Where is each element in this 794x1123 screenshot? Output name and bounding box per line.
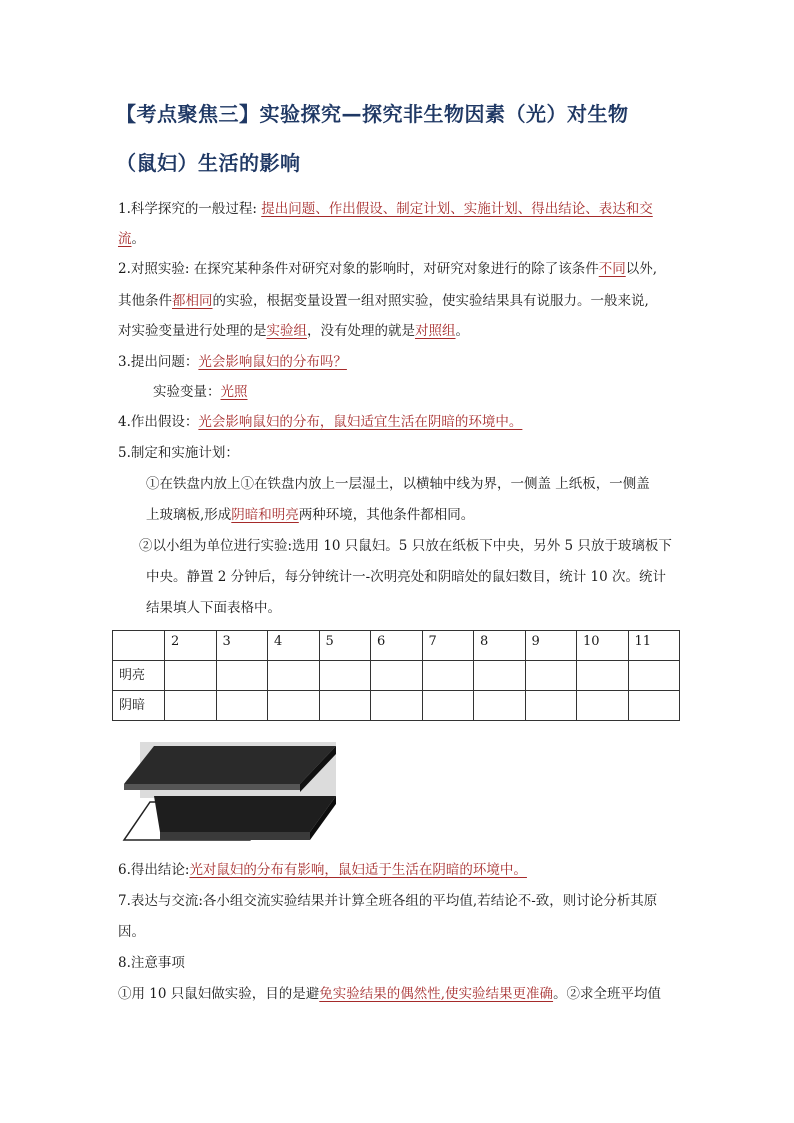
table-cell — [422, 661, 474, 691]
answer-inquiry-process-end: 流 — [118, 231, 132, 247]
table-cell — [371, 661, 423, 691]
paragraph-5-step-1-line-2: 上玻璃板,形成阴暗和明亮两种环境，其他条件都相同。 — [146, 507, 475, 523]
table-cell — [268, 691, 320, 721]
paragraph-1-line-2: 流。 — [118, 231, 145, 247]
paragraph-4-hypothesis: 4.作出假设：光会影响鼠妇的分布，鼠妇适宜生活在阴暗的环境中。 — [118, 414, 523, 430]
answer-control-group: 对照组 — [415, 323, 456, 339]
table-header-cell: 5 — [319, 631, 371, 661]
paragraph-5-step-2-line-1: ②以小组为单位进行实验:选用 10 只鼠妇。5 只放在纸板下中央，另外 5 只放于玻璃板下 — [139, 538, 672, 554]
iron-tray — [154, 796, 336, 832]
experiment-tray-figure — [120, 740, 336, 844]
table-cell — [577, 691, 629, 721]
answer-variable: 光照 — [220, 384, 248, 400]
table-cell — [525, 691, 577, 721]
table-header-cell: 7 — [422, 631, 474, 661]
table-cell — [216, 691, 268, 721]
answer-inquiry-process: 提出问题、作出假设、制定计划、实施计划、得出结论、表达和交 — [261, 201, 653, 217]
table-header-cell: 8 — [474, 631, 526, 661]
row-label-dark: 阴暗 — [113, 691, 165, 721]
table-cell — [474, 661, 526, 691]
paragraph-2-line-3: 对实验变量进行处理的是实验组，没有处理的就是对照组。 — [118, 323, 469, 339]
table-cell — [319, 661, 371, 691]
paragraph-3-variable: 实验变量：光照 — [153, 384, 248, 400]
answer-avoid-chance: 免实验结果的偶然性,使实验结果更准确 — [319, 986, 554, 1002]
table-cell — [165, 661, 217, 691]
answer-experimental-group: 实验组 — [266, 323, 307, 339]
paragraph-2-line-1: 2.对照实验: 在探究某种条件对研究对象的影响时，对研究对象进行的除了该条件不同以外, — [118, 261, 658, 277]
section-title-line-1: 【考点聚焦三】实验探究—探究非生物因素（光）对生物 — [116, 102, 629, 126]
table-cell — [628, 691, 680, 721]
paragraph-7-line-1: 7.表达与交流:各小组交流实验结果并计算全班各组的平均值,若结论不-致，则讨论分析其原 — [118, 893, 658, 909]
table-cell — [165, 691, 217, 721]
table-cell — [474, 691, 526, 721]
paragraph-7-line-2: 因。 — [118, 924, 145, 940]
table-header-cell: 4 — [268, 631, 320, 661]
table-header-cell: 10 — [577, 631, 629, 661]
paragraph-5-step-2-line-2: 中央。静置 2 分钟后，每分钟统计一-次明亮处和阴暗处的鼠妇数目，统计 10 次。统计 — [146, 569, 666, 585]
paragraph-5-step-2-line-3: 结果填人下面表格中。 — [146, 600, 281, 616]
table-header-row — [113, 631, 680, 661]
paragraph-5-heading: 5.制定和实施计划： — [118, 445, 239, 461]
table-cell — [268, 661, 320, 691]
paragraph-1-line-1: 1.科学探究的一般过程: 提出问题、作出假设、制定计划、实施计划、得出结论、表达和交 — [118, 201, 653, 217]
paragraph-3-question: 3.提出问题：光会影响鼠妇的分布吗？ — [118, 354, 347, 370]
results-table — [112, 630, 680, 721]
paragraph-2-line-2: 其他条件都相同的实验，根据变量设置一组对照实验，使实验结果具有说服力。一般来说, — [118, 293, 649, 309]
table-header-cell: 2 — [165, 631, 217, 661]
cardboard-edge — [124, 784, 300, 790]
paragraph-5-step-1-line-1: ①在铁盘内放上①在铁盘内放上一层湿土，以横轴中线为界，一侧盖 上纸板，一侧盖 — [146, 476, 650, 492]
table-cell — [628, 661, 680, 691]
table-cell — [371, 691, 423, 721]
answer-question: 光会影响鼠妇的分布吗？ — [198, 354, 347, 370]
table-row-bright — [113, 661, 680, 691]
table-cell — [422, 691, 474, 721]
cardboard-cover — [124, 746, 336, 784]
answer-conclusion: 光对鼠妇的分布有影响，鼠妇适于生活在阴暗的环境中。 — [189, 862, 527, 878]
iron-tray-edge — [160, 832, 310, 840]
paragraph-8-heading: 8.注意事项 — [118, 955, 185, 971]
answer-hypothesis: 光会影响鼠妇的分布，鼠妇适宜生活在阴暗的环境中。 — [198, 414, 523, 430]
answer-same: 都相同 — [172, 293, 213, 309]
table-row-dark — [113, 691, 680, 721]
table-header-cell: 6 — [371, 631, 423, 661]
table-cell — [577, 661, 629, 691]
table-header-cell — [113, 631, 165, 661]
table-cell — [319, 691, 371, 721]
answer-environments: 阴暗和明亮 — [231, 507, 299, 523]
paragraph-8-line-1: ①用 10 只鼠妇做实验，目的是避免实验结果的偶然性,使实验结果更准确。②求全班平均值 — [118, 986, 662, 1002]
table-header-cell: 9 — [525, 631, 577, 661]
table-cell — [525, 661, 577, 691]
paragraph-6-conclusion: 6.得出结论:光对鼠妇的分布有影响，鼠妇适于生活在阴暗的环境中。 — [118, 862, 527, 878]
section-title-line-2: （鼠妇）生活的影响 — [116, 151, 301, 175]
row-label-bright: 明亮 — [113, 661, 165, 691]
answer-different: 不同 — [598, 261, 626, 277]
table-cell — [216, 661, 268, 691]
table-header-cell: 11 — [628, 631, 680, 661]
table-header-cell: 3 — [216, 631, 268, 661]
